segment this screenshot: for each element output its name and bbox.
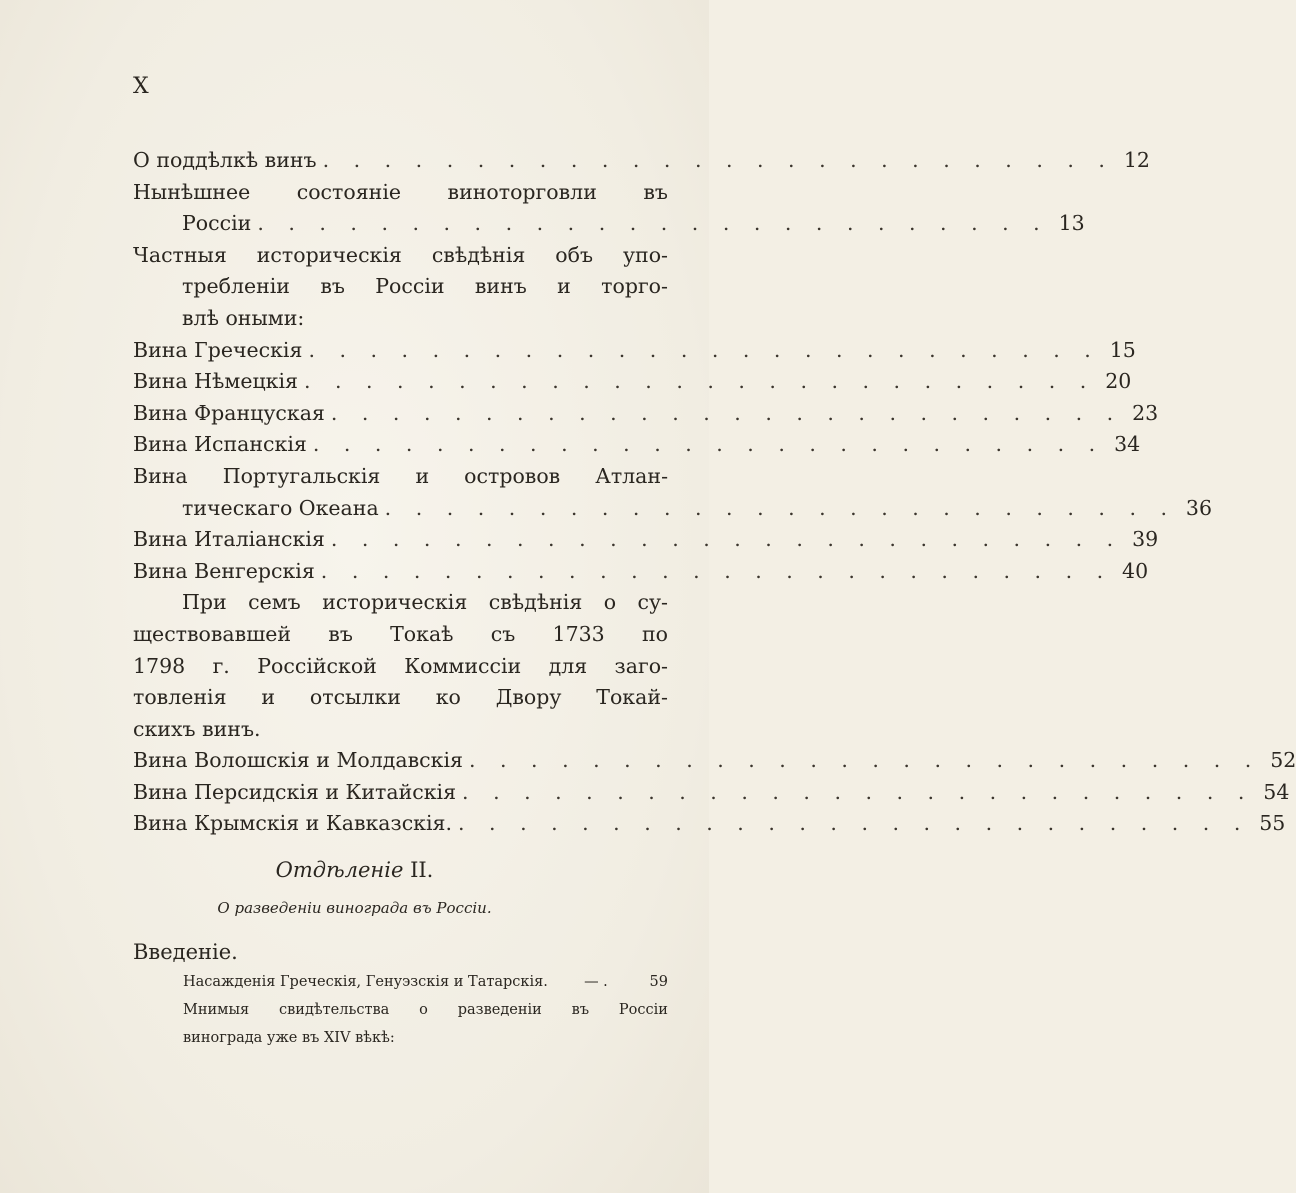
toc-page-number: 36	[1185, 495, 1213, 520]
toc-entry-title: Вина Персидскія и Китайскія	[133, 779, 457, 804]
section-subtitle: О разведеніи винограда въ Россіи.	[217, 899, 492, 917]
toc-entry-line	[133, 714, 668, 746]
toc-entry	[133, 745, 1296, 777]
toc-entry-title: Россіи	[182, 211, 252, 236]
toc-page-number: 54	[1263, 779, 1290, 804]
toc-entry-title: тическаго Океана	[182, 495, 379, 520]
toc-entry-title: скихъ винъ.	[133, 716, 261, 741]
dot-leader: . . . . . . . . . . . . . . . . . . . . . . . . . .	[330, 527, 1123, 552]
word: ко	[435, 685, 461, 710]
word: Россіи	[618, 1002, 668, 1018]
toc-entry-title: Вина Волошскія и Молдавскія	[133, 748, 463, 773]
toc-entry	[133, 145, 1150, 177]
word: Мнимыя	[183, 1002, 250, 1018]
toc-entry-title: Вина Испанскія	[133, 432, 307, 457]
section-entry-title: Насажденія Греческія, Генуэзскія и Татарскія.	[183, 974, 548, 990]
word: отсылки	[309, 685, 401, 710]
toc-entry	[133, 808, 1286, 840]
section-heading-word: Отдѣленіе	[275, 858, 404, 882]
word: 1798	[133, 653, 186, 678]
word: островов	[464, 463, 561, 488]
toc-entry-line	[133, 619, 668, 651]
section-entry-page: 59	[649, 974, 668, 990]
section-entry-line: винограда уже въ XIV вѣкѣ:	[183, 1030, 395, 1046]
word: требленіи	[182, 274, 290, 299]
toc-entry-title: Вина Нѣмецкія	[133, 369, 298, 394]
dot-leader: . . . . . . . . . . . . . . . . . . . . . . . . . .	[303, 369, 1096, 394]
word: свидѣтельства	[279, 1002, 390, 1018]
dot-leader: . . . . . . . . . . . . . . . . . . . . . . . . . .	[322, 148, 1114, 172]
table-of-contents	[133, 145, 1296, 840]
toc-entry-title: Вина Француская	[133, 400, 325, 425]
word: Вина	[133, 463, 188, 488]
toc-entry-title: Вина Крымскія и Кавказскія.	[133, 811, 453, 836]
toc-entry	[133, 493, 1213, 525]
dot-leader: . . . . . . . . . . . . . . . . . . . . . . . . . .	[468, 748, 1261, 773]
word: свѣдѣнія	[431, 242, 526, 267]
word: разведеніи	[457, 1002, 542, 1018]
word: 1733	[552, 621, 605, 646]
section-entry	[183, 968, 668, 996]
word: винъ	[474, 274, 527, 299]
toc-entry-title: влѣ оными:	[182, 305, 305, 330]
word: въ	[320, 274, 345, 299]
toc-entry	[133, 524, 1159, 556]
toc-page-number: 12	[1123, 148, 1150, 172]
page-number: X	[133, 74, 150, 99]
dot-leader: . . . . . . . . . . . . . . . . . . . . . . . . . .	[458, 811, 1250, 836]
section-heading-number: II.	[410, 858, 434, 882]
word: товленія	[133, 685, 227, 710]
introduction-title: Введеніе.	[133, 940, 238, 964]
toc-entry	[133, 208, 1085, 240]
toc-entry	[133, 335, 1136, 367]
toc-entry-line	[133, 240, 668, 272]
word: заго-	[614, 653, 668, 678]
word: объ	[555, 242, 594, 267]
word: торго-	[601, 274, 668, 299]
toc-entry	[133, 429, 1141, 461]
word: семъ	[248, 590, 301, 615]
word: Токай-	[596, 685, 668, 710]
word: Коммиссіи	[404, 653, 522, 678]
word: Атлан-	[595, 463, 668, 488]
word: су-	[637, 590, 668, 615]
toc-entry-line	[133, 682, 668, 714]
toc-entry-line	[133, 461, 668, 493]
toc-page-number: 13	[1058, 211, 1085, 236]
dot-leader: . . . . . . . . . . . . . . . . . . . . . . . . . .	[312, 432, 1105, 457]
toc-page-number: 20	[1105, 369, 1132, 394]
toc-page-number: 34	[1114, 432, 1141, 457]
dot-leader: . . . . . . . . . . . . . . . . . . . . . . . . . .	[384, 495, 1177, 520]
toc-page-number: 23	[1132, 400, 1159, 425]
toc-page-number: 55	[1259, 811, 1286, 836]
toc-entry-line	[133, 303, 668, 335]
word: При	[182, 590, 227, 615]
dot-leader: . . . . . . . . . . . . . . . . . . . . . . . . . .	[308, 337, 1100, 362]
toc-page-number: 52	[1270, 748, 1296, 773]
section-heading	[0, 858, 709, 882]
word: и	[557, 274, 571, 299]
toc-entry-title: Вина Греческія	[133, 337, 303, 362]
word: виноторговли	[447, 179, 597, 204]
word: въ	[328, 621, 353, 646]
toc-entry-line	[133, 271, 668, 303]
word: въ	[643, 179, 668, 204]
word: Частныя	[133, 242, 227, 267]
section-entry-dash: — .	[584, 974, 608, 990]
toc-entry-title: Вина Италіанскія	[133, 527, 325, 552]
toc-page-number: 15	[1109, 337, 1136, 362]
word: и	[261, 685, 276, 710]
word: о	[603, 590, 617, 615]
dot-leader: . . . . . . . . . . . . . . . . . . . . . . . . . .	[462, 779, 1254, 804]
toc-entry-line	[133, 177, 668, 209]
word: о	[419, 1002, 428, 1018]
word: Россійской	[257, 653, 377, 678]
word: свѣдѣнія	[488, 590, 583, 615]
toc-entry	[133, 366, 1132, 398]
word: Токаѣ	[390, 621, 454, 646]
toc-entry-line	[133, 587, 668, 619]
dot-leader: . . . . . . . . . . . . . . . . . . . . . . . . . .	[320, 558, 1113, 583]
dot-leader: . . . . . . . . . . . . . . . . . . . . . . . . . .	[257, 211, 1049, 236]
word: состояніе	[296, 179, 402, 204]
word: ществовавшей	[133, 621, 292, 646]
toc-entry-title: Вина Венгерскія	[133, 558, 315, 583]
word: историческія	[256, 242, 402, 267]
toc-entry	[133, 777, 1290, 809]
word: упо-	[622, 242, 668, 267]
section-entry-line	[183, 996, 668, 1024]
word: Двору	[495, 685, 562, 710]
toc-entry-title: О поддѣлкѣ винъ	[133, 148, 317, 172]
toc-page-number: 40	[1122, 558, 1149, 583]
word: въ	[571, 1002, 590, 1018]
toc-entry	[133, 398, 1159, 430]
word: съ	[490, 621, 516, 646]
word: Португальскія	[222, 463, 381, 488]
word: и	[415, 463, 430, 488]
toc-entry-line	[133, 651, 668, 683]
word: г.	[212, 653, 230, 678]
toc-entry	[133, 556, 1149, 588]
word: Нынѣшнее	[133, 179, 251, 204]
word: по	[641, 621, 668, 646]
word: для	[548, 653, 588, 678]
word: Россіи	[375, 274, 445, 299]
toc-page-number: 39	[1132, 527, 1159, 552]
word: историческія	[322, 590, 468, 615]
dot-leader: . . . . . . . . . . . . . . . . . . . . . . . . . .	[330, 400, 1123, 425]
